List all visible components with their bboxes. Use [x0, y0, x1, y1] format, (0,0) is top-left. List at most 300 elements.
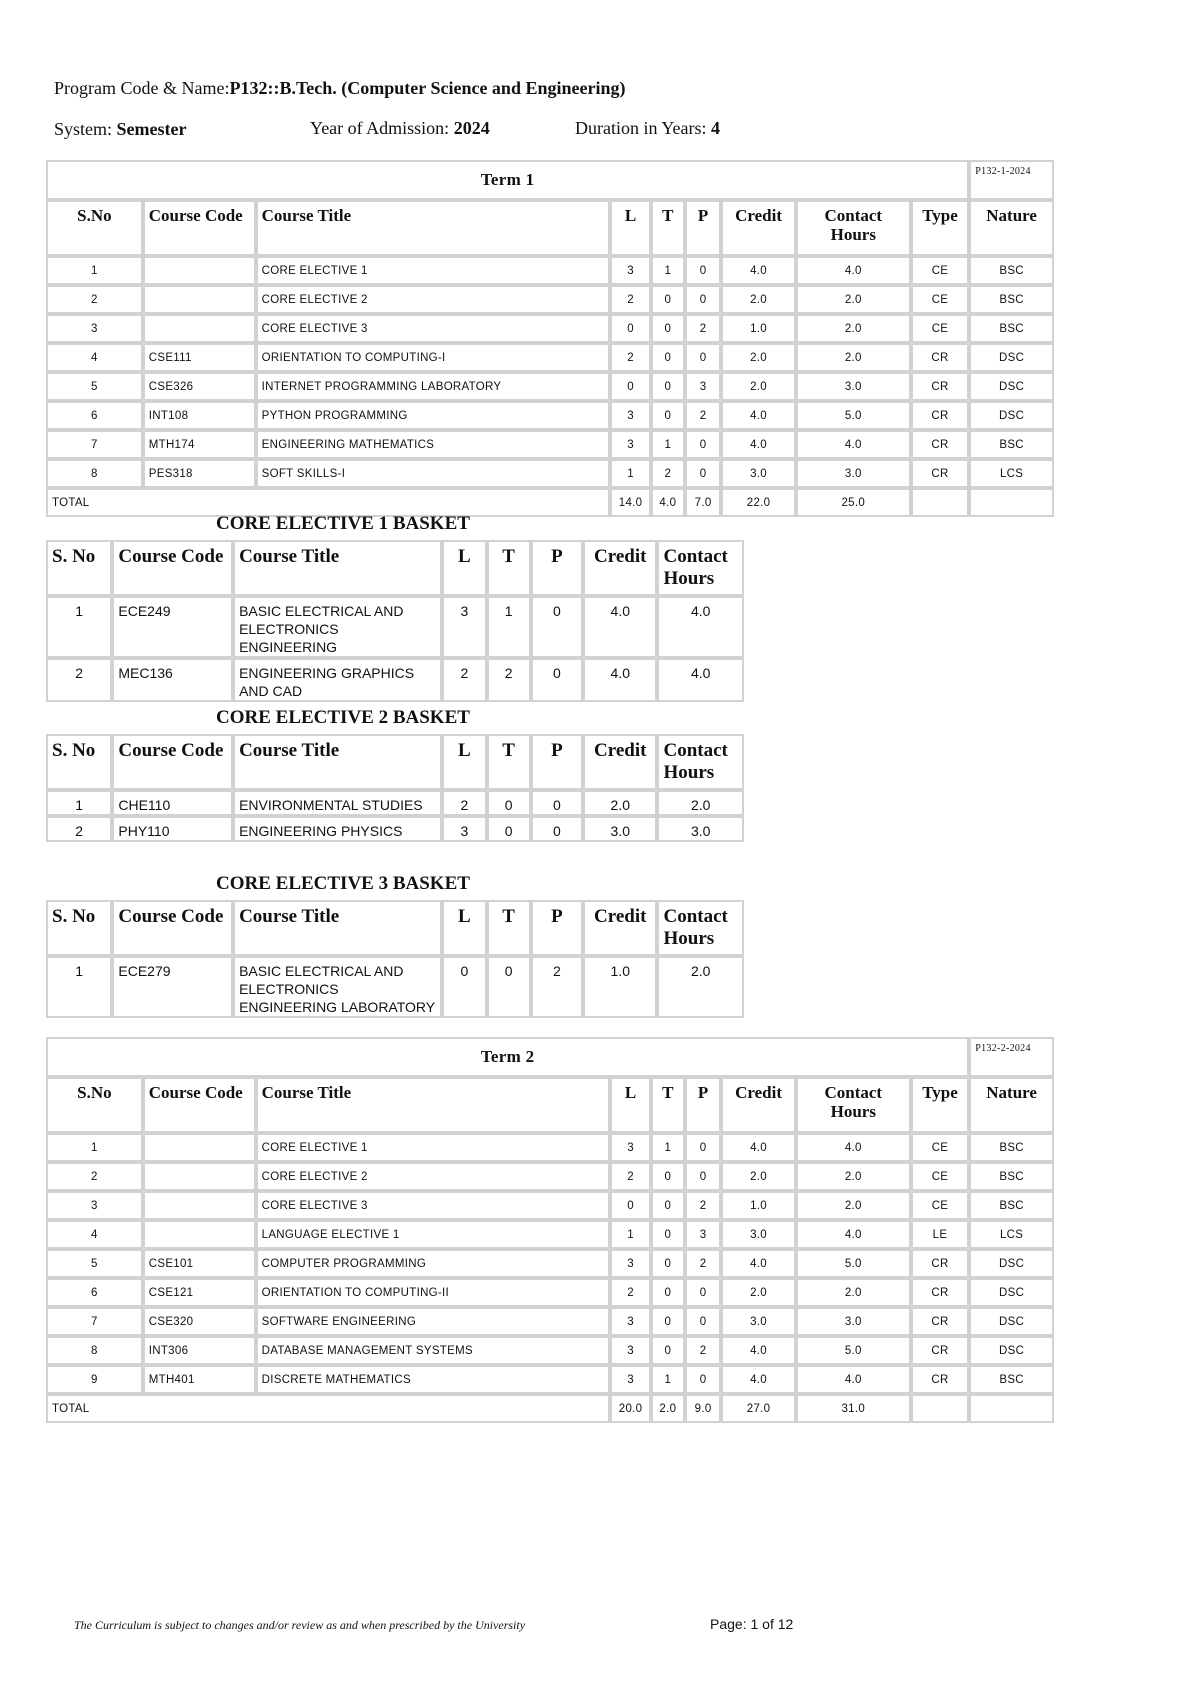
- table-cell: 3.0: [657, 816, 744, 842]
- table-row: [46, 1220, 1054, 1249]
- table-row: [46, 285, 1054, 314]
- basket2-col-header: S. No: [46, 734, 112, 790]
- table-cell: CORE ELECTIVE 2: [256, 1162, 611, 1191]
- table-cell: 3.0: [583, 816, 657, 842]
- table-cell: SOFTWARE ENGINEERING: [256, 1307, 611, 1336]
- table-cell: 0: [651, 401, 685, 430]
- table-cell: 0: [531, 658, 583, 702]
- table-row: [46, 1249, 1054, 1278]
- table-cell: 8: [46, 1336, 143, 1365]
- table-cell: 7: [46, 1307, 143, 1336]
- table-cell: BSC: [969, 1365, 1054, 1394]
- basket2-table: [46, 734, 744, 842]
- table-cell: ENGINEERING GRAPHICS AND CAD: [233, 658, 442, 702]
- basket2-col-header: T: [487, 734, 531, 790]
- table-cell: ORIENTATION TO COMPUTING-I: [256, 343, 611, 372]
- table-cell: 3: [610, 256, 650, 285]
- table-cell: 0: [685, 1133, 721, 1162]
- table-cell: ENGINEERING PHYSICS: [233, 816, 442, 842]
- table-row: [46, 256, 1054, 285]
- table-cell: 0: [685, 1307, 721, 1336]
- basket1-col-header: S. No: [46, 540, 112, 596]
- table-cell: 0: [610, 314, 650, 343]
- table-cell: DSC: [969, 1307, 1054, 1336]
- table-cell: LCS: [969, 459, 1054, 488]
- table-cell: [143, 314, 256, 343]
- table-cell: 5.0: [796, 1336, 911, 1365]
- table-cell: 2: [610, 1162, 650, 1191]
- table-cell: [143, 1162, 256, 1191]
- table-cell: CORE ELECTIVE 3: [256, 1191, 611, 1220]
- term2-col-header: Course Title: [256, 1077, 611, 1133]
- table-cell: 0: [685, 459, 721, 488]
- table-cell: CE: [911, 1191, 970, 1220]
- footer-note: The Curriculum is subject to changes and/or review as and when prescribed by the University: [74, 1618, 526, 1632]
- table-row: [46, 372, 1054, 401]
- table-cell: CR: [911, 343, 970, 372]
- table-cell: 0: [651, 1191, 685, 1220]
- table-cell: 2: [685, 1336, 721, 1365]
- table-cell: 3: [610, 1365, 650, 1394]
- table-row: [46, 314, 1054, 343]
- table-cell: 3.0: [721, 1220, 796, 1249]
- table-cell: 4.0: [583, 658, 657, 702]
- table-cell: 1: [46, 956, 112, 1018]
- table-cell: DATABASE MANAGEMENT SYSTEMS: [256, 1336, 611, 1365]
- table-cell: 1.0: [721, 1191, 796, 1220]
- table-cell: 2.0: [796, 285, 911, 314]
- table-cell: BSC: [969, 256, 1054, 285]
- table-cell: 2.0: [721, 1278, 796, 1307]
- term1-code: P132-1-2024: [969, 160, 1054, 200]
- program-value: P132::B.Tech. (Computer Science and Engineering): [229, 78, 626, 98]
- table-cell: CR: [911, 1365, 970, 1394]
- table-row: [46, 1191, 1054, 1220]
- table-cell: DSC: [969, 1336, 1054, 1365]
- table-cell: BASIC ELECTRICAL AND ELECTRONICS ENGINEERING LABORATORY: [233, 956, 442, 1018]
- table-cell: 0: [531, 816, 583, 842]
- table-cell: 3: [442, 596, 486, 658]
- total-P: 9.0: [685, 1394, 721, 1423]
- basket3-col-header: P: [531, 900, 583, 956]
- term1-col-header: Type: [911, 200, 970, 256]
- basket3-col-header: L: [442, 900, 486, 956]
- table-cell: 0: [651, 285, 685, 314]
- table-cell: CE: [911, 285, 970, 314]
- basket1-col-header: Contact Hours: [657, 540, 744, 596]
- table-cell: 1: [651, 256, 685, 285]
- table-row: [46, 596, 744, 658]
- term1-col-header: Credit: [721, 200, 796, 256]
- total-empty: [969, 488, 1054, 517]
- table-cell: 1.0: [721, 314, 796, 343]
- table-cell: 3.0: [721, 459, 796, 488]
- total-credit: 22.0: [721, 488, 796, 517]
- program-label: Program Code & Name:: [54, 78, 230, 98]
- table-cell: 4.0: [721, 256, 796, 285]
- table-cell: MTH401: [143, 1365, 256, 1394]
- table-cell: [143, 1133, 256, 1162]
- table-cell: 2: [487, 658, 531, 702]
- table-cell: 1: [651, 1133, 685, 1162]
- term1-col-header: L: [610, 200, 650, 256]
- table-cell: BSC: [969, 285, 1054, 314]
- table-cell: 0: [487, 816, 531, 842]
- term1-table: [46, 160, 1054, 517]
- table-cell: CSE326: [143, 372, 256, 401]
- table-cell: 1: [46, 256, 143, 285]
- table-cell: 4.0: [796, 1133, 911, 1162]
- table-cell: 0: [531, 596, 583, 658]
- table-cell: ORIENTATION TO COMPUTING-II: [256, 1278, 611, 1307]
- table-cell: 0: [610, 372, 650, 401]
- table-cell: 1: [46, 596, 112, 658]
- year-label: Year of Admission:: [310, 118, 454, 138]
- basket3-col-header: Course Code: [112, 900, 233, 956]
- year-line: [310, 118, 490, 139]
- table-cell: 3: [685, 372, 721, 401]
- table-cell: 4.0: [721, 401, 796, 430]
- total-L: 14.0: [610, 488, 650, 517]
- table-cell: DSC: [969, 343, 1054, 372]
- table-cell: BSC: [969, 430, 1054, 459]
- term1-title-row: [46, 160, 1054, 200]
- table-cell: 5: [46, 372, 143, 401]
- term1-col-header: P: [685, 200, 721, 256]
- table-cell: 3: [610, 1133, 650, 1162]
- table-cell: [143, 1220, 256, 1249]
- table-cell: 2: [610, 343, 650, 372]
- table-cell: 0: [685, 285, 721, 314]
- table-cell: 0: [610, 1191, 650, 1220]
- duration-label: Duration in Years:: [575, 118, 711, 138]
- table-cell: CSE101: [143, 1249, 256, 1278]
- table-cell: 2: [651, 459, 685, 488]
- table-cell: CORE ELECTIVE 1: [256, 256, 611, 285]
- table-row: [46, 343, 1054, 372]
- term2-col-header: T: [651, 1077, 685, 1133]
- basket1-header-row: [46, 540, 744, 596]
- system-line: [54, 119, 186, 140]
- table-cell: 3.0: [796, 459, 911, 488]
- table-cell: 4.0: [721, 1133, 796, 1162]
- table-cell: CE: [911, 1133, 970, 1162]
- term2-code: P132-2-2024: [969, 1037, 1054, 1077]
- table-cell: 2.0: [796, 314, 911, 343]
- table-cell: 2.0: [721, 1162, 796, 1191]
- table-cell: 4.0: [583, 596, 657, 658]
- basket1-col-header: Course Title: [233, 540, 442, 596]
- table-cell: ENVIRONMENTAL STUDIES: [233, 790, 442, 816]
- table-cell: 0: [487, 956, 531, 1018]
- table-cell: PYTHON PROGRAMMING: [256, 401, 611, 430]
- table-cell: CR: [911, 1307, 970, 1336]
- table-cell: 4.0: [796, 1220, 911, 1249]
- term2-col-header: Nature: [969, 1077, 1054, 1133]
- table-cell: DSC: [969, 372, 1054, 401]
- basket2-col-header: P: [531, 734, 583, 790]
- year-value: 2024: [453, 118, 490, 138]
- term2-total-row: [46, 1394, 1054, 1423]
- table-cell: 4: [46, 1220, 143, 1249]
- table-cell: 2.0: [657, 790, 744, 816]
- table-cell: 3: [610, 1249, 650, 1278]
- table-row: [46, 790, 744, 816]
- table-cell: BSC: [969, 1191, 1054, 1220]
- table-cell: 0: [651, 1249, 685, 1278]
- table-cell: CORE ELECTIVE 1: [256, 1133, 611, 1162]
- table-cell: 0: [651, 1278, 685, 1307]
- total-T: 2.0: [651, 1394, 685, 1423]
- basket3-col-header: Credit: [583, 900, 657, 956]
- term1-col-header: Course Title: [256, 200, 611, 256]
- table-row: [46, 459, 1054, 488]
- table-cell: 4.0: [657, 658, 744, 702]
- total-empty: [911, 1394, 970, 1423]
- table-cell: CORE ELECTIVE 3: [256, 314, 611, 343]
- basket2-col-header: Contact Hours: [657, 734, 744, 790]
- total-empty: [911, 488, 970, 517]
- table-cell: [143, 256, 256, 285]
- table-cell: CR: [911, 401, 970, 430]
- basket2-col-header: Course Title: [233, 734, 442, 790]
- table-cell: 6: [46, 1278, 143, 1307]
- table-cell: 3: [46, 1191, 143, 1220]
- basket1-col-header: Credit: [583, 540, 657, 596]
- term2-col-header: S.No: [46, 1077, 143, 1133]
- basket3-header-row: [46, 900, 744, 956]
- table-cell: 1: [46, 790, 112, 816]
- table-cell: 4.0: [721, 430, 796, 459]
- table-row: [46, 1336, 1054, 1365]
- table-cell: DSC: [969, 401, 1054, 430]
- table-cell: BSC: [969, 314, 1054, 343]
- table-cell: 4.0: [796, 430, 911, 459]
- table-cell: 4.0: [796, 256, 911, 285]
- table-cell: 0: [651, 1307, 685, 1336]
- table-row: [46, 401, 1054, 430]
- term1-col-header: Course Code: [143, 200, 256, 256]
- table-cell: INTERNET PROGRAMMING LABORATORY: [256, 372, 611, 401]
- table-cell: [143, 1191, 256, 1220]
- table-cell: 0: [442, 956, 486, 1018]
- basket1-table: [46, 540, 744, 702]
- table-cell: CORE ELECTIVE 2: [256, 285, 611, 314]
- term2-table: [46, 1037, 1054, 1423]
- table-cell: 4.0: [721, 1365, 796, 1394]
- term2-col-header: L: [610, 1077, 650, 1133]
- table-cell: 1: [46, 1133, 143, 1162]
- term2-col-header: P: [685, 1077, 721, 1133]
- basket3-col-header: T: [487, 900, 531, 956]
- table-cell: 2: [46, 816, 112, 842]
- table-cell: ECE249: [112, 596, 233, 658]
- table-cell: 2: [442, 790, 486, 816]
- table-cell: CE: [911, 256, 970, 285]
- table-row: [46, 1278, 1054, 1307]
- table-cell: 2.0: [796, 1191, 911, 1220]
- table-cell: INT108: [143, 401, 256, 430]
- system-value: Semester: [116, 119, 187, 139]
- table-cell: 2: [531, 956, 583, 1018]
- table-cell: 0: [685, 1278, 721, 1307]
- term1-col-header: Contact Hours: [796, 200, 911, 256]
- table-cell: 3: [610, 1336, 650, 1365]
- basket1-col-header: T: [487, 540, 531, 596]
- table-cell: 2: [46, 658, 112, 702]
- basket2-col-header: Credit: [583, 734, 657, 790]
- table-cell: 1.0: [583, 956, 657, 1018]
- table-cell: 3: [610, 1307, 650, 1336]
- table-cell: 2: [610, 1278, 650, 1307]
- table-cell: 1: [610, 1220, 650, 1249]
- table-cell: MEC136: [112, 658, 233, 702]
- total-L: 20.0: [610, 1394, 650, 1423]
- table-cell: BSC: [969, 1162, 1054, 1191]
- term2-col-header: Course Code: [143, 1077, 256, 1133]
- table-cell: 2: [46, 285, 143, 314]
- table-row: [46, 658, 744, 702]
- basket2-title: CORE ELECTIVE 2 BASKET: [216, 707, 470, 728]
- table-cell: 2: [685, 401, 721, 430]
- table-cell: 2.0: [721, 285, 796, 314]
- table-cell: INT306: [143, 1336, 256, 1365]
- total-empty: [969, 1394, 1054, 1423]
- table-cell: BSC: [969, 1133, 1054, 1162]
- table-cell: CSE320: [143, 1307, 256, 1336]
- table-cell: ECE279: [112, 956, 233, 1018]
- table-cell: 0: [685, 343, 721, 372]
- table-cell: 5: [46, 1249, 143, 1278]
- basket2-col-header: L: [442, 734, 486, 790]
- basket3-title: CORE ELECTIVE 3 BASKET: [216, 873, 470, 894]
- table-cell: 2: [46, 1162, 143, 1191]
- table-cell: 5.0: [796, 401, 911, 430]
- table-cell: 4.0: [721, 1336, 796, 1365]
- total-T: 4.0: [651, 488, 685, 517]
- page-number: Page: 1 of 12: [710, 1616, 794, 1632]
- duration-line: [575, 118, 720, 139]
- table-cell: 3.0: [721, 1307, 796, 1336]
- table-cell: 0: [685, 1365, 721, 1394]
- table-cell: 0: [651, 343, 685, 372]
- table-cell: CSE121: [143, 1278, 256, 1307]
- table-cell: [143, 285, 256, 314]
- table-cell: BASIC ELECTRICAL AND ELECTRONICS ENGINEERING: [233, 596, 442, 658]
- basket3-table: [46, 900, 744, 1018]
- table-cell: SOFT SKILLS-I: [256, 459, 611, 488]
- total-hours: 25.0: [796, 488, 911, 517]
- table-cell: 0: [685, 1162, 721, 1191]
- term1-header-row: [46, 200, 1054, 256]
- basket3-col-header: Course Title: [233, 900, 442, 956]
- table-row: [46, 1133, 1054, 1162]
- table-cell: PHY110: [112, 816, 233, 842]
- term1-col-header: S.No: [46, 200, 143, 256]
- term2-header-row: [46, 1077, 1054, 1133]
- table-cell: 0: [531, 790, 583, 816]
- table-cell: 0: [651, 1220, 685, 1249]
- term1-title: Term 1: [46, 160, 969, 200]
- term1-col-header: T: [651, 200, 685, 256]
- table-cell: COMPUTER PROGRAMMING: [256, 1249, 611, 1278]
- table-cell: 3: [610, 430, 650, 459]
- basket3-col-header: Contact Hours: [657, 900, 744, 956]
- table-cell: CR: [911, 1336, 970, 1365]
- table-cell: CR: [911, 1249, 970, 1278]
- table-cell: 0: [651, 1162, 685, 1191]
- table-cell: CE: [911, 314, 970, 343]
- table-cell: 3: [610, 401, 650, 430]
- term2-title: Term 2: [46, 1037, 969, 1077]
- basket2-col-header: Course Code: [112, 734, 233, 790]
- table-row: [46, 816, 744, 842]
- table-cell: 2: [442, 658, 486, 702]
- total-label: TOTAL: [46, 1394, 610, 1423]
- table-cell: DSC: [969, 1249, 1054, 1278]
- term2-col-header: Type: [911, 1077, 970, 1133]
- table-cell: DSC: [969, 1278, 1054, 1307]
- table-cell: 5.0: [796, 1249, 911, 1278]
- table-cell: 1: [610, 459, 650, 488]
- table-cell: 6: [46, 401, 143, 430]
- table-cell: 4.0: [721, 1249, 796, 1278]
- table-row: [46, 956, 744, 1018]
- basket3-col-header: S. No: [46, 900, 112, 956]
- term2-title-row: [46, 1037, 1054, 1077]
- table-cell: 0: [651, 1336, 685, 1365]
- table-cell: 1: [651, 1365, 685, 1394]
- table-row: [46, 1307, 1054, 1336]
- table-cell: 4: [46, 343, 143, 372]
- total-P: 7.0: [685, 488, 721, 517]
- table-cell: 7: [46, 430, 143, 459]
- table-cell: 3.0: [796, 1307, 911, 1336]
- table-cell: CR: [911, 372, 970, 401]
- table-row: [46, 430, 1054, 459]
- basket2-header-row: [46, 734, 744, 790]
- table-cell: 0: [685, 256, 721, 285]
- table-row: [46, 1162, 1054, 1191]
- table-cell: 9: [46, 1365, 143, 1394]
- table-cell: LANGUAGE ELECTIVE 1: [256, 1220, 611, 1249]
- table-cell: 0: [651, 372, 685, 401]
- program-line: [54, 78, 625, 99]
- table-cell: MTH174: [143, 430, 256, 459]
- table-cell: 3.0: [796, 372, 911, 401]
- table-cell: 2.0: [583, 790, 657, 816]
- table-cell: 4.0: [657, 596, 744, 658]
- table-cell: 3: [685, 1220, 721, 1249]
- table-cell: 0: [487, 790, 531, 816]
- table-cell: ENGINEERING MATHEMATICS: [256, 430, 611, 459]
- table-cell: 1: [651, 430, 685, 459]
- table-cell: 2: [610, 285, 650, 314]
- table-cell: 3: [442, 816, 486, 842]
- term2-col-header: Contact Hours: [796, 1077, 911, 1133]
- basket1-title: CORE ELECTIVE 1 BASKET: [216, 513, 470, 534]
- total-label: TOTAL: [46, 488, 610, 517]
- table-cell: 2: [685, 1249, 721, 1278]
- term1-col-header: Nature: [969, 200, 1054, 256]
- table-cell: CHE110: [112, 790, 233, 816]
- table-cell: LCS: [969, 1220, 1054, 1249]
- table-cell: 2: [685, 1191, 721, 1220]
- table-cell: CR: [911, 1278, 970, 1307]
- table-cell: 2.0: [657, 956, 744, 1018]
- table-cell: 2.0: [796, 1162, 911, 1191]
- table-cell: LE: [911, 1220, 970, 1249]
